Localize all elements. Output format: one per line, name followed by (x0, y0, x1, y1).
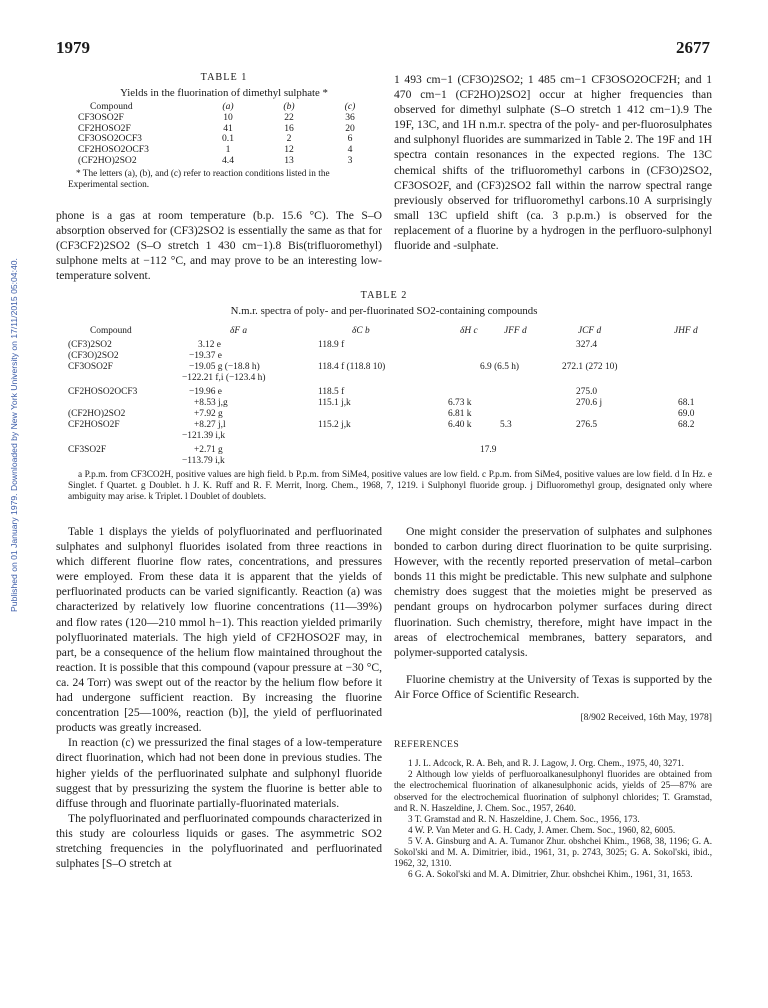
table-cell: 5.3 (500, 420, 512, 430)
table-cell: 69.0 (678, 409, 695, 419)
table-row (68, 340, 708, 351)
column-header: JFF d (504, 326, 527, 336)
table-cell: +8.53 j,g (194, 398, 228, 408)
table-cell: 0.1 (222, 133, 234, 145)
table-cell: −19.05 g (−18.8 h) (189, 362, 260, 372)
table-row (68, 387, 708, 398)
table-cell: 2 (286, 133, 292, 145)
table-cell: (CF3O)2SO2 (68, 351, 119, 361)
table-cell: CF2HOSO2OCF3 (78, 144, 149, 156)
column-header: Compound (90, 101, 133, 112)
table-cell: 20 (345, 122, 355, 134)
table-row (68, 398, 708, 409)
table-1-footnote: * The letters (a), (b), and (c) refer to reaction conditions listed in the Experimental section. (68, 168, 330, 190)
table-row (68, 445, 708, 456)
table-cell: 118.9 f (318, 340, 345, 350)
references-list (394, 758, 712, 880)
reference-item: 1 J. L. Adcock, R. A. Beh, and R. J. Lagow, J. Org. Chem., 1975, 40, 3271. (408, 758, 684, 769)
table-cell: 36 (345, 111, 355, 123)
table-cell: +8.27 j,l (194, 420, 226, 430)
table-cell: 4.4 (222, 154, 234, 166)
table-cell: CF2HOSO2F (78, 122, 131, 134)
column-header: δF a (230, 326, 248, 336)
table-cell: 4 (347, 144, 353, 156)
table-row (68, 431, 708, 442)
left-column-body (56, 524, 382, 871)
body-paragraph: The polyfluorinated and perfluorinated compounds characterized in this study are colourless liquids or gases. The asymmetric SO2 stretching frequencies in the polyfluorinated and perfluorinated sulphates [S–O stretch at (56, 811, 382, 871)
body-paragraph: Table 1 displays the yields of polyfluorinated and perfluorinated sulphates and sulphonyl fluorides isolated from three reactions in which different fluorine flow rates, concentrations, and pressures were employed. From these data it is apparent that the yields of perfluorinated products can be varied significantly. Reaction (a) was characterized by relatively low fluorine concentrations (11—39%) and flow rates (120—210 mmol h−1). This reaction yielded primarily polyfluorinated materials. The high yield of CF2HOSO2F may, in part, be a consequence of the helium flow maintained throughout the reaction. It is possible that this compound (vapour pressure at −30 °C, ca. 24 Torr) was swept out of the reactor by the helium flow before it had undergone sufficient reaction. By increasing the fluorine concentration [25—100%, reaction (b)], the yield of perfluorinated products was greatly increased. (56, 525, 382, 735)
table-cell: (CF2HO)2SO2 (78, 154, 137, 166)
table-cell: 276.5 (576, 420, 598, 430)
table-row (68, 409, 708, 420)
table-cell: 275.0 (576, 387, 598, 397)
table-cell: 118.5 f (318, 387, 345, 397)
left-column-top-text: phone is a gas at room temperature (b.p. 15.6 °C). The S–O absorption observed for (CF3)2SO2 is essentially the same as that for (CF3CF2)2SO2 (S–O stretch 1 430 cm−1).8 Bis(trifluoromethyl) sulphone melts at −112 °C, and may prove to be an interesting low-temperature solvent. (56, 209, 382, 283)
table-1-caption: Yields in the fluorination of dimethyl sulphate * (120, 87, 328, 99)
column-header: JHF d (674, 326, 698, 336)
table-cell: 272.1 (272 10) (562, 362, 618, 372)
table-cell: +7.92 g (194, 409, 223, 419)
reference-item: 4 W. P. Van Meter and G. H. Cady, J. Amer. Chem. Soc., 1960, 82, 6005. (408, 824, 676, 835)
table-cell: (CF2HO)2SO2 (68, 409, 126, 419)
table-cell: CF2HOSO2OCF3 (68, 387, 138, 397)
table-row (78, 113, 378, 124)
reference-item: 6 G. A. Sokol'ski and M. A. Dimitrier, Zhur. obshchei Khim., 1961, 31, 1653. (408, 869, 693, 880)
body-paragraph: In reaction (c) we pressurized the final stages of a low-temperature direct fluorination, which had not been done in previous studies. The higher yields of the perfluorinated sulphate and sulphonyl fluoride suggest that by pressurizing the system the fluorine is better able to diffuse through and fluorinate partially-fluorinated materials. (56, 736, 382, 810)
table-cell: −19.96 e (189, 387, 222, 397)
table-row (68, 362, 708, 373)
table-cell: CF2HOSO2F (68, 420, 120, 430)
table-cell: CF3OSO2OCF3 (78, 133, 142, 145)
download-provenance-note: Published on 01 January 1979. Downloaded by New York University on 17/11/2015 05:04:40. (9, 258, 19, 612)
received-date: [8/902 Received, 16th May, 1978] (580, 712, 712, 724)
column-header: δC b (352, 326, 370, 336)
table-cell: 115.2 j,k (318, 420, 351, 430)
column-header: (a) (222, 101, 234, 112)
table-cell: CF3SO2F (68, 445, 107, 455)
table-cell: 3.12 e (198, 340, 221, 350)
column-header: (c) (344, 101, 356, 112)
table-cell: −121.39 i,k (182, 431, 226, 441)
table-cell: 13 (284, 154, 294, 166)
right-column-body (394, 524, 712, 880)
table-row (68, 373, 708, 384)
table-cell: 68.2 (678, 420, 695, 430)
right-column-top-text: 1 493 cm−1 (CF3O)2SO2; 1 485 cm−1 CF3OSO2OCF2H; and 1 470 cm−1 (CF2HO)2SO2] occur at higher frequencies than observed for dimethyl sulphate (S–O stretch 1 412 cm−1).9 The 19F, 13C, and 1H n.m.r. spectra of the poly- and per-fluorosulphates and sulphonyl fluorides are summarized in Table 2. The 19F and 1H spectra contain resonances in the expected regions. The 13C chemical shifts of the trifluoromethyl carbons in (CF3O)2SO2, CF3OSO2F, and (CF3)2SO2 fall within the narrow spectral range previously observed for trifluoromethyl carbons.10 A surprisingly small 13C upfield shift (ca. 3 p.p.m.) is observed for the replacement of a fluorine by a hydrogen in the perfluoro-sulphonyl fluoride and -sulphate. (394, 73, 712, 253)
table-cell: 118.4 f (118.8 10) (318, 362, 386, 372)
table-cell: 10 (223, 111, 233, 123)
table-2-footnotes: a P.p.m. from CF3CO2H, positive values are high field. b P.p.m. from SiMe4, positive values are low field. c P.p.m. from SiMe4, positive values are low field. d In Hz. e Singlet. f Quartet. g Doublet. h J. K. Ruff and R. F. Merrit, Inorg. Chem., 1968, 7, 1219. i Sulphonyl fluoride group. j Difluoromethyl group, designated only where ambiguity may arise. k Triplet. l Doublet of doublets. (68, 470, 712, 503)
table-2-title: TABLE 2 (360, 290, 408, 301)
table-cell: (CF3)2SO2 (68, 340, 112, 350)
table-cell: 17.9 (480, 445, 497, 455)
table-cell: 6.73 k (448, 398, 472, 408)
table-cell: 12 (284, 144, 294, 156)
table-2-caption: N.m.r. spectra of poly- and per-fluorinated SO2-containing compounds (230, 305, 538, 317)
reference-item: 5 V. A. Ginsburg and A. A. Tumanor Zhur. obshchei Khim., 1968, 38, 1196; G. A. Sokol'ski and M. A. Dimitrier, ibid., 1961, 31, p. 2743, 3025; G. A. Sokol'ski, ibid., 1962, 32, 1310. (394, 835, 712, 869)
table-1 (68, 72, 380, 191)
column-header: (b) (283, 101, 295, 112)
column-header: Compound (90, 326, 132, 336)
table-cell: 1 (225, 144, 231, 156)
table-cell: −113.79 i,k (182, 456, 225, 466)
table-cell: 115.1 j,k (318, 398, 351, 408)
column-header: δH c (460, 326, 478, 336)
column-header: JCF d (578, 326, 602, 336)
table-cell: 6 (347, 133, 353, 145)
table-cell: 22 (284, 111, 294, 123)
table-cell: 6.40 k (448, 420, 472, 430)
references-heading: REFERENCES (394, 739, 460, 751)
reference-item: 3 T. Gramstad and R. N. Haszeldine, J. Chem. Soc., 1956, 173. (408, 813, 640, 824)
table-cell: CF3OSO2F (68, 362, 113, 372)
table-cell: 41 (223, 122, 233, 134)
table-cell: 6.9 (6.5 h) (480, 362, 520, 372)
table-row (68, 456, 708, 467)
table-cell: −19.37 e (189, 351, 222, 361)
table-cell: CF3OSO2F (78, 111, 124, 123)
table-1-title: TABLE 1 (200, 72, 248, 83)
table-1-grid (78, 102, 378, 167)
acknowledgement: Fluorine chemistry at the University of Texas is supported by the Air Force Office of Scientific Research. (394, 672, 712, 701)
table-cell: 270.6 j (576, 398, 603, 408)
page-number: 2677 (676, 38, 710, 57)
table-cell: 3 (347, 154, 353, 166)
table-cell: 16 (284, 122, 294, 134)
body-paragraph: One might consider the preservation of sulphates and sulphones bonded to carbon during direct fluorination to be quite surprising. However, with the recently reported preservation of metal–carbon bonds 11 this might be predictable. This new sulphate and sulphone chemistry does suggest that the moieties might be preserved as pendant groups on hydrocarbon polymer surfaces during direct fluorination. Such chemistry, therefore, might have impact in the areas of electrochemical membranes, battery separators, and polymer-supported catalysis. (394, 525, 712, 659)
table-cell: 6.81 k (448, 409, 472, 419)
table-cell: 327.4 (576, 340, 598, 350)
table-cell: +2.71 g (194, 445, 223, 455)
reference-item: 2 Although low yields of perfluoroalkanesulphonyl fluorides are obtained from the electrochemical fluorination of alkanesulphonic acids, yields of 25—87% are observed for the electrochemical fluorination of sulphonyl chlorides; T. Gramstad, and R. N. Haszeldine, J. Chem. Soc., 1957, 2640. (394, 769, 712, 813)
table-row (68, 420, 708, 431)
table-row (68, 351, 708, 362)
table-cell: −122.21 f,i (−123.4 h) (182, 373, 266, 383)
table-cell: 68.1 (678, 398, 695, 408)
table-2-header-row (68, 326, 708, 337)
page-year: 1979 (56, 38, 90, 57)
table-row (78, 156, 378, 167)
